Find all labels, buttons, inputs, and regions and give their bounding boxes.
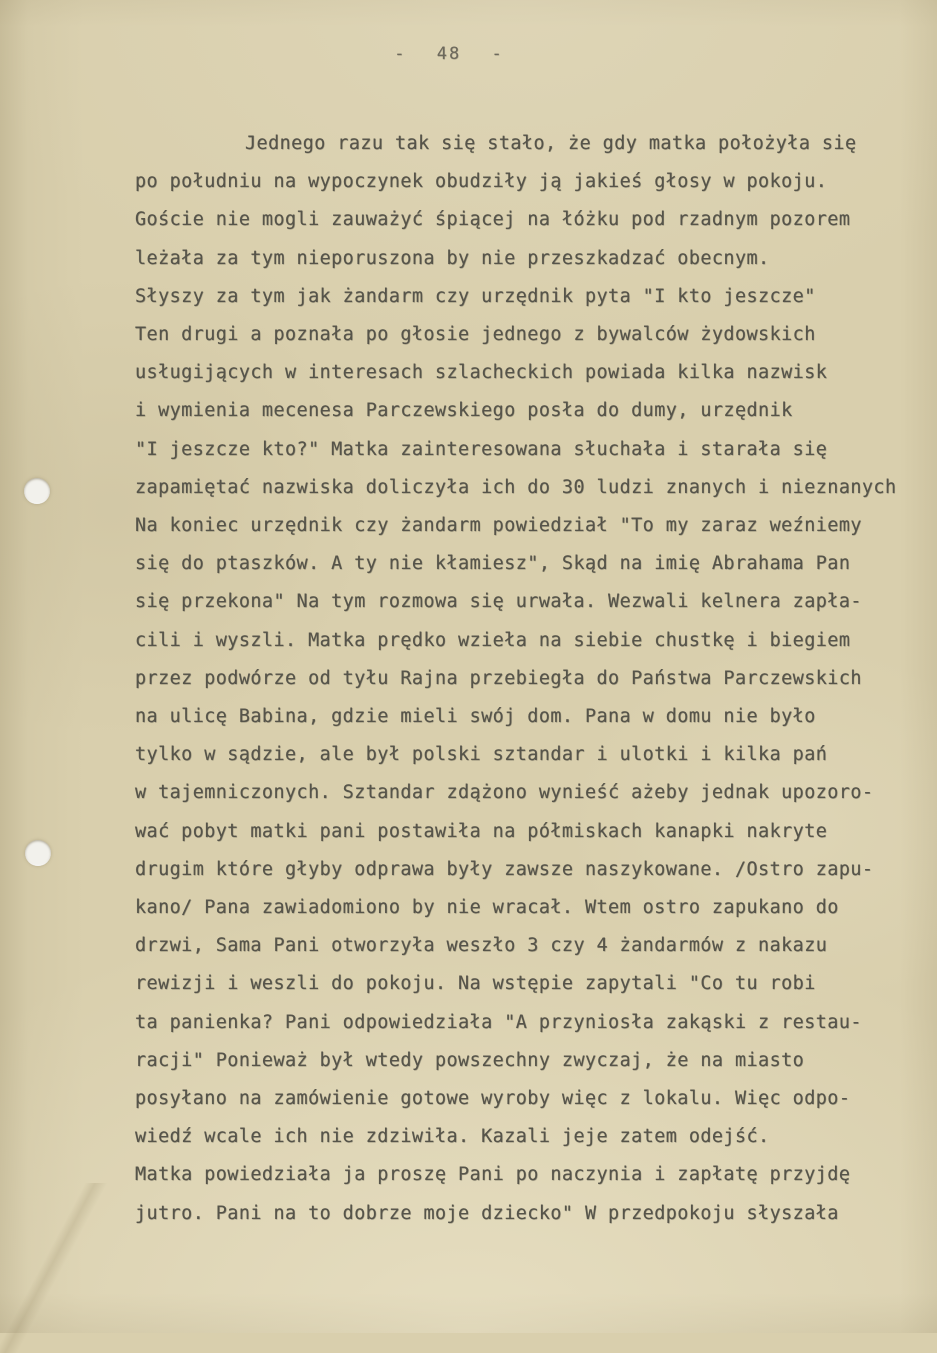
typed-line: Ten drugi a poznała po głosie jednego z bywalców żydowskich [135,324,816,346]
typed-line: przez podwórze od tyłu Rajna przebiegła do Państwa Parczewskich [135,667,862,689]
typed-line: tylko w sądzie, ale był polski sztandar i ulotki i kilka pań [135,744,828,766]
hole-punch-bottom [25,840,51,866]
typed-line: Słyszy za tym jak żandarm czy urzędnik pyta "I kto jeszcze" [135,285,816,307]
typed-line: i wymienia mecenesa Parczewskiego posła do dumy, urzędnik [135,400,793,422]
typed-line: po południu na wypoczynek obudziły ją jakieś głosy w pokoju. [135,171,828,193]
typed-line: drugim które głyby odprawa były zawsze naszykowane. /Ostro zapu- [135,858,874,880]
typed-line: racji" Ponieważ był wtedy powszechny zwyczaj, że na miasto [135,1049,805,1071]
typed-line: się do ptaszków. A ty nie kłamiesz", Skąd na imię Abrahama Pan [135,553,851,575]
typed-line: jutro. Pani na to dobrze moje dziecko" W przedpokoju słyszała [135,1202,839,1224]
typed-text-block [135,125,935,1233]
page-number: - 48 - [394,44,504,64]
typed-line: posyłano na zamówienie gotowe wyroby więc z lokalu. Więc odpo- [135,1088,851,1110]
typed-line: Jednego razu tak się stało, że gdy matka położyła się [245,133,857,154]
typed-line: kano/ Pana zawiadomiono by nie wracał. Wtem ostro zapukano do [135,897,839,919]
typed-line: leżała za tym nieporuszona by nie przeszkadzać obecnym. [135,247,770,269]
typed-line: drzwi, Sama Pani otworzyła weszło 3 czy 4 żandarmów z nakazu [135,935,828,957]
typed-line: cili i wyszli. Matka prędko wzieła na siebie chustkę i biegiem [135,629,851,651]
typed-line: usługijących w interesach szlacheckich powiada kilka nazwisk [135,362,828,384]
typed-line: ta panienka? Pani odpowiedziała "A przyniosła zakąski z restau- [135,1011,862,1033]
hole-punch-top [24,478,50,504]
paper-crease [0,1183,130,1353]
typed-line: w tajemniczonych. Sztandar zdążono wynieść ażeby jednak upozoro- [135,782,874,804]
typed-line: wiedź wcale ich nie zdziwiła. Kazali jeje zatem odejść. [135,1126,770,1148]
typed-line: Na koniec urzędnik czy żandarm powiedział "To my zaraz weźniemy [135,515,862,537]
typed-line: wać pobyt matki pani postawiła na półmiskach kanapki nakryte [135,820,828,842]
typed-line: Goście nie mogli zauważyć śpiącej na łóżku pod rzadnym pozorem [135,209,851,231]
typed-line: Matka powiedziała ja proszę Pani po naczynia i zapłatę przyjdę [135,1164,851,1186]
typed-line: zapamiętać nazwiska doliczyła ich do 30 ludzi znanych i nieznanych [135,476,897,498]
typed-line: na ulicę Babina, gdzie mieli swój dom. Pana w domu nie było [135,706,816,728]
typed-line: się przekona" Na tym rozmowa się urwała. Wezwali kelnera zapła- [135,591,862,613]
typed-line: rewizji i weszli do pokoju. Na wstępie zapytali "Co tu robi [135,973,816,995]
typed-line: "I jeszcze kto?" Matka zainteresowana słuchała i starała się [135,438,828,460]
